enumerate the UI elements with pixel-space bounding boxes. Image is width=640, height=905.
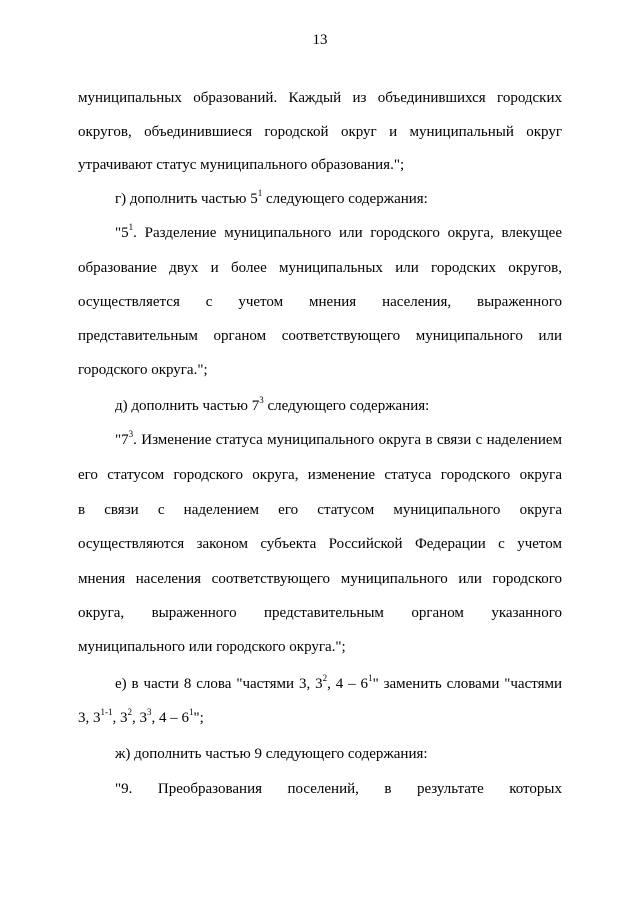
text-line: в связи с наделением его статусом муниципального округа: [78, 502, 562, 518]
text-line: его статусом городского округа, изменение статуса городского округа: [78, 467, 562, 483]
text-line: 3, 3$^{1-1}$, $3^2$, $3^3$, $4 - 6^1$";: [78, 707, 204, 726]
text-line: муниципальных образований. Каждый из объединившихся городских: [78, 90, 562, 106]
page-number: 13: [312, 32, 328, 48]
paragraph-line: "$5^1$. Разделение муниципального или городского округа, влекущее: [115, 222, 562, 241]
text-line: мнения населения соответствующего муниципального или городского: [78, 571, 562, 587]
paragraph-line: "$7^3$. Изменение статуса муниципального округа в связи с наделением: [115, 429, 562, 448]
paragraph-line: е) в части 8 слова "частями 3, $3^2$, $4 - 6^1$" заменить словами "частями: [115, 673, 563, 692]
text-line: округа, выраженного представительным органом указанного: [78, 605, 562, 621]
text-line: осуществляются законом субъекта Российской Федерации с учетом: [78, 536, 562, 552]
paragraph-line: г) дополнить частью $5^1$ следующего содержания:: [115, 188, 428, 207]
paragraph-line: д) дополнить частью $7^3$ следующего содержания:: [115, 395, 430, 414]
text-line: осуществляется с учетом мнения населения, выраженного: [78, 294, 562, 310]
text-line: муниципального или городского округа.";: [78, 639, 346, 655]
text-line: утрачивают статус муниципального образования.";: [78, 157, 405, 173]
text-line: образование двух и более муниципальных или городских округов,: [78, 260, 562, 276]
paragraph-line: "9. Преобразования поселений, в результате которых: [115, 781, 562, 797]
text-line: городского округа.";: [78, 362, 208, 378]
paragraph-line: ж) дополнить частью 9 следующего содержания:: [115, 746, 428, 762]
text-line: представительным органом соответствующего муниципального или: [78, 328, 562, 344]
text-line: округов, объединившиеся городской округ и муниципальный округ: [78, 124, 562, 140]
